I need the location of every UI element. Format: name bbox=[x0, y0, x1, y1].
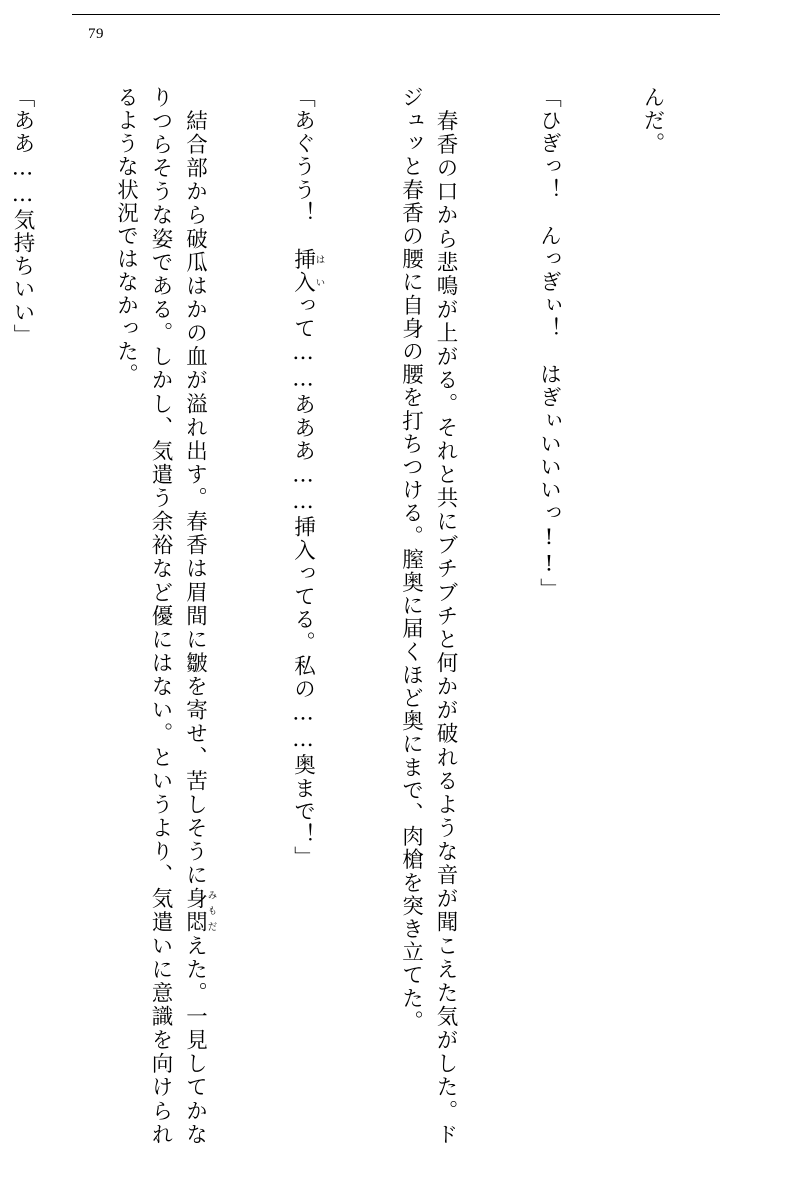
ruby-annotation: 挿入はい bbox=[290, 247, 325, 294]
paragraph: んだ。 bbox=[640, 86, 665, 156]
ruby-annotation: 身悶みもだ bbox=[182, 887, 217, 935]
paragraph: 春香の口から悲鳴が上がる。それと共にブチブチと何かが破れるような音が聞こえた気がした。ドジュッと春香の腰に自身の腰を打ちつける。膣奥に届くほど奥にまで、肉槍を突き立てた。 bbox=[398, 86, 458, 1146]
page-body-text bbox=[10, 86, 738, 1146]
paragraph: 結合部から破瓜はかの血が溢れ出す。春香は眉間に皺を寄せ、苦しそうに身悶みもだえた。一見してかなりつらそうな姿である。しかし、気遣う余裕など優にはない。というより、気遣いに意識を向けられるような状況ではなかった。 bbox=[113, 86, 217, 1146]
paragraph: 「ああ……気持ちいい」 bbox=[10, 86, 35, 348]
paragraph: 「あぐうう！ 挿入はいって……あああ……挿入ってる。私の……奥まで！」 bbox=[290, 86, 325, 870]
page-top-rule bbox=[72, 14, 720, 15]
paragraph: 「ひぎっ！ んっぎぃ！ はぎぃいいいっ!!」 bbox=[536, 86, 562, 602]
page-number: 79 bbox=[88, 26, 104, 42]
